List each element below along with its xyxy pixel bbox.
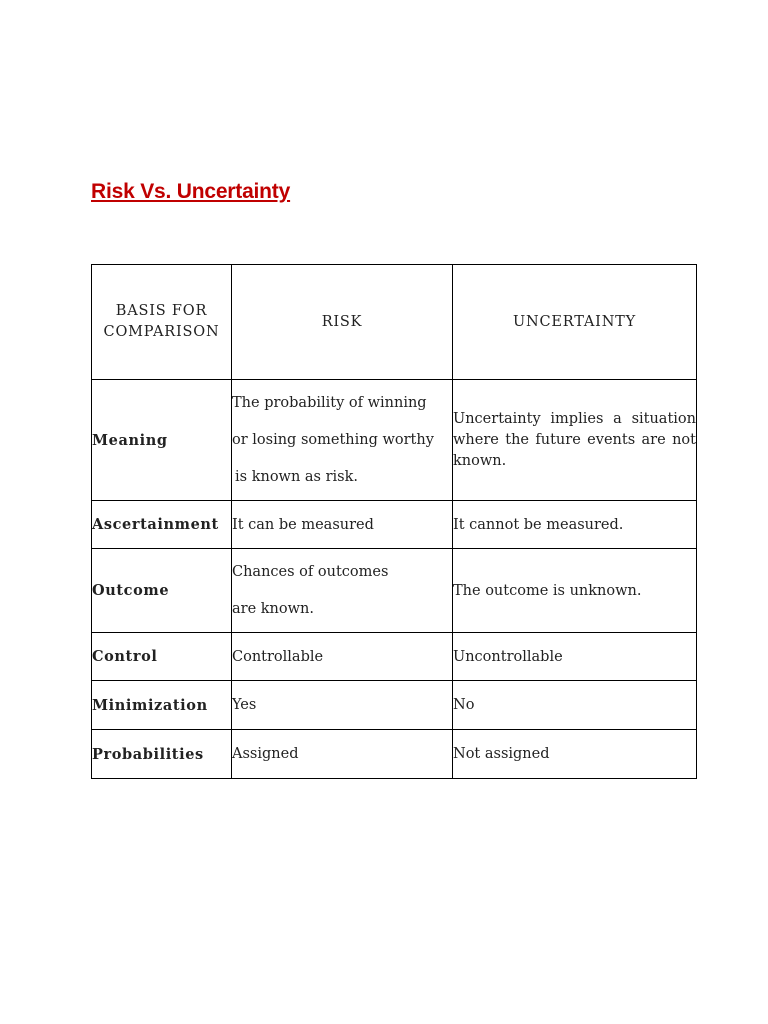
table-row-meaning [92,380,697,501]
meaning-risk-line3: is known as risk. [235,468,359,485]
header-uncertainty: UNCERTAINTY [453,265,697,380]
outcome-risk-line1: Chances of outcomes [232,563,389,580]
control-uncertainty-cell: Uncontrollable [453,633,697,681]
row-label-probabilities: Probabilities [92,730,232,779]
meaning-risk-line2: or losing something worthy [232,431,434,448]
probabilities-risk-cell: Assigned [232,730,453,779]
ascertainment-risk-cell: It can be measured [232,501,453,549]
row-label-ascertainment: Ascertainment [92,501,232,549]
table-header-row [92,265,697,380]
table-row-ascertainment [92,501,697,549]
table-row-minimization [92,681,697,730]
control-risk-cell: Controllable [232,633,453,681]
row-label-control: Control [92,633,232,681]
row-label-meaning: Meaning [92,380,232,501]
header-basis-for-comparison [92,265,232,380]
minimization-risk-cell: Yes [232,681,453,730]
table-row-control [92,633,697,681]
page-title: Risk Vs. Uncertainty [91,180,291,203]
ascertainment-uncertainty-cell: It cannot be measured. [453,501,697,549]
outcome-risk-cell [232,549,453,633]
meaning-uncertainty-cell: Uncertainty implies a situation where the future events are not known. [453,380,697,501]
header-basis-line1: BASIS FOR [115,303,208,319]
meaning-risk-cell [232,380,453,501]
header-risk: RISK [232,265,453,380]
row-label-minimization: Minimization [92,681,232,730]
header-basis-line2: COMPARISON [103,324,220,340]
outcome-risk-line2: are known. [232,600,314,617]
table-row-outcome [92,549,697,633]
outcome-uncertainty-cell: The outcome is unknown. [453,549,697,633]
comparison-table [91,264,697,779]
row-label-outcome: Outcome [92,549,232,633]
table-row-probabilities [92,730,697,779]
minimization-uncertainty-cell: No [453,681,697,730]
meaning-risk-line1: The probability of winning [232,394,427,411]
probabilities-uncertainty-cell: Not assigned [453,730,697,779]
